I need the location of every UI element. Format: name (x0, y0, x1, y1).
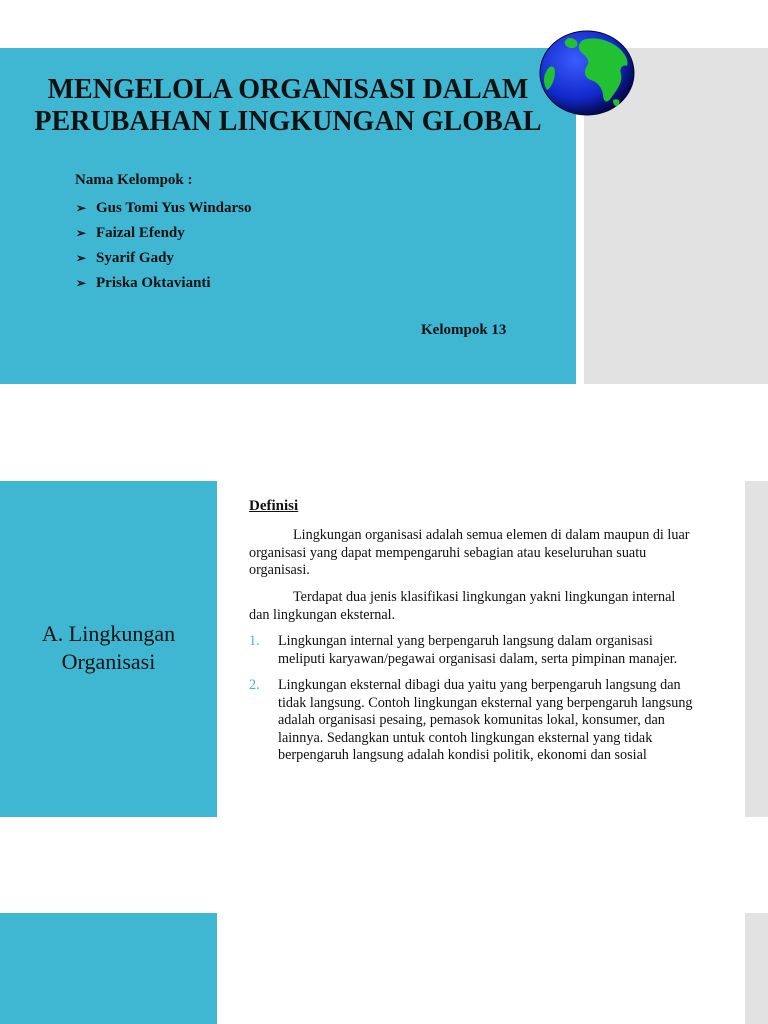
next-slide-panel (0, 913, 217, 1024)
member-name: Gus Tomi Yus Windarso (96, 200, 252, 216)
environment-list (249, 633, 699, 774)
presentation-title (0, 74, 576, 138)
member-item (76, 221, 252, 246)
members-list (76, 196, 252, 296)
arrow-bullet-icon: ➢ (76, 276, 87, 290)
list-item (249, 633, 699, 668)
title-line-2: PERUBAHAN LINGKUNGAN GLOBAL (34, 106, 542, 137)
members-label: Nama Kelompok : (75, 172, 193, 188)
next-slide-side-panel (745, 913, 768, 1024)
member-item (76, 246, 252, 271)
definition-paragraph: Lingkungan organisasi adalah semua elemen di dalam maupun di luar organisasi yang dapat mempengaruhi sebagian atau keseluruhan suatu organisasi. (249, 527, 690, 578)
list-text: Lingkungan internal yang berpengaruh langsung dalam organisasi meliputi karyawan/pegawai organisasi dalam, serta pimpinan manajer. (278, 633, 678, 667)
arrow-bullet-icon: ➢ (76, 251, 87, 265)
section-slide-side-panel (745, 481, 768, 817)
section-heading-line-1: A. Lingkungan (41, 621, 176, 646)
group-number: Kelompok 13 (421, 322, 507, 338)
classification-paragraph: Terdapat dua jenis klasifikasi lingkungan yakni lingkungan internal dan lingkungan eksternal. (249, 589, 676, 623)
member-item (76, 271, 252, 296)
member-name: Faizal Efendy (96, 225, 185, 241)
definition-title: Definisi (249, 498, 299, 514)
list-text: Lingkungan eksternal dibagi dua yaitu yang berpengaruh langsung dan tidak langsung. Contoh lingkungan eksternal yang berpengaruh langsung adalah organisasi pesaing, pemasok komunitas lokal, konsumer, dan lainnya. Sedangkan untuk contoh lingkungan eksternal yang tidak berpengaruh langsung adalah kondisi politik, ekonomi dan sosial (278, 677, 693, 763)
title-line-1: MENGELOLA ORGANISASI DALAM (47, 74, 529, 105)
section-heading (0, 620, 217, 676)
member-item (76, 196, 252, 221)
arrow-bullet-icon: ➢ (76, 226, 87, 240)
arrow-bullet-icon: ➢ (76, 201, 87, 215)
member-name: Syarif Gady (96, 250, 174, 266)
list-item (249, 677, 699, 765)
list-number: 2. (249, 677, 260, 693)
member-name: Priska Oktavianti (96, 275, 211, 291)
section-heading-line-2: Organisasi (61, 649, 156, 674)
list-number: 1. (249, 633, 260, 649)
